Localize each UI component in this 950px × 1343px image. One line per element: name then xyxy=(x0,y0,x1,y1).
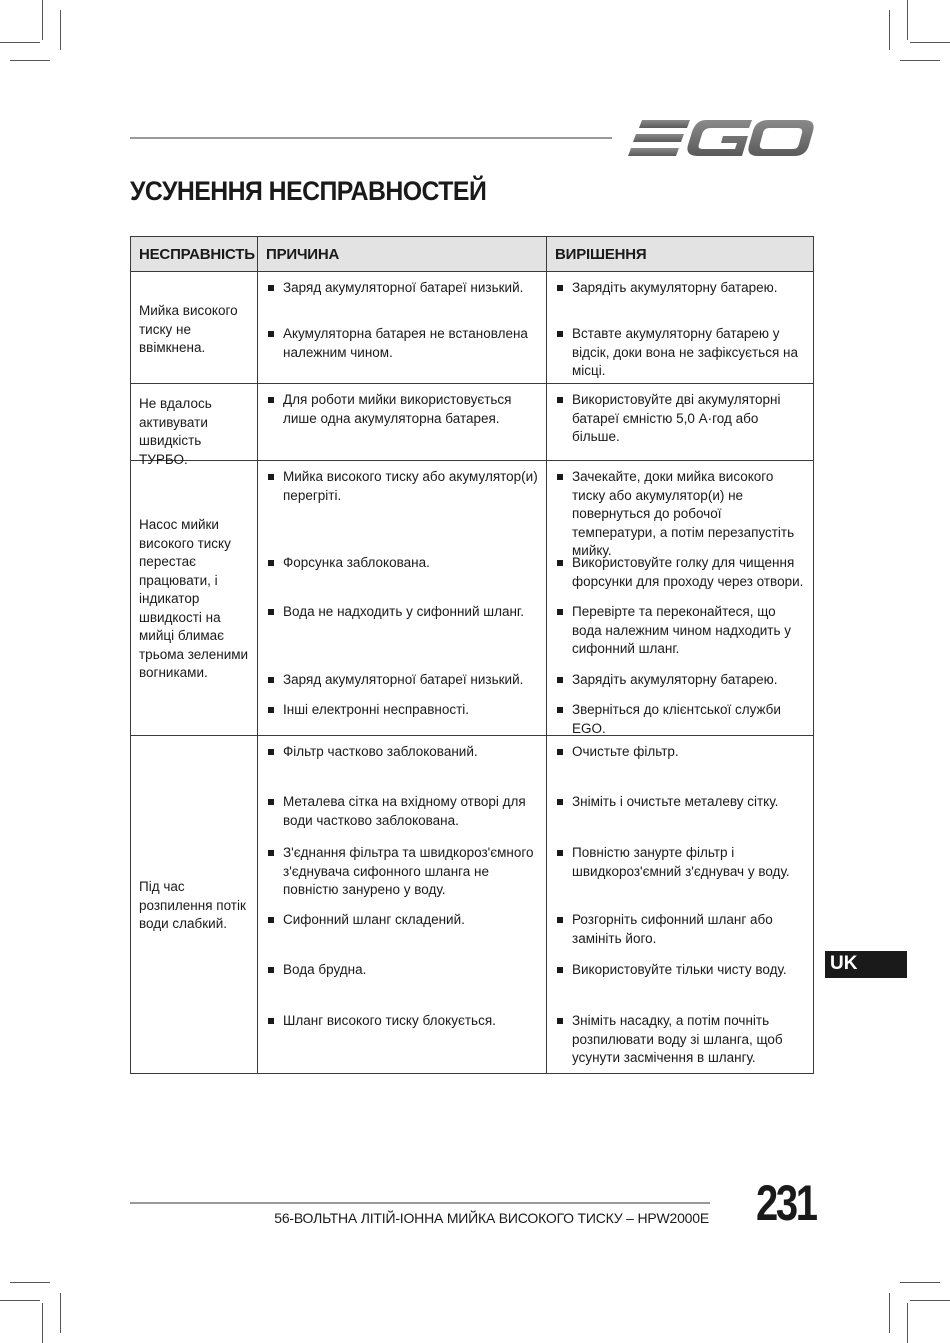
bullet-icon xyxy=(268,474,274,480)
solution-cell xyxy=(547,736,813,1073)
list-item: Мийка високого тиску або акумулятор(и) перегріті. xyxy=(268,468,538,505)
crop-mark xyxy=(907,1303,908,1343)
bullet-icon xyxy=(268,331,274,337)
crop-mark xyxy=(10,60,50,61)
list-item: Для роботи мийки використовується лише одна акумуляторна батарея. xyxy=(268,391,538,428)
troubleshooting-table xyxy=(130,236,814,1074)
list-item: Розгорніть сифонний шланг або замініть його. xyxy=(557,911,805,948)
bullet-icon xyxy=(268,967,274,973)
bullet-icon xyxy=(557,474,563,480)
table-header xyxy=(131,237,813,272)
list-item: Шланг високого тиску блокується. xyxy=(268,1012,538,1031)
list-item: Сифонний шланг складений. xyxy=(268,911,538,930)
bullet-icon xyxy=(268,850,274,856)
list-item: Використовуйте дві акумуляторні батареї ємністю 5,0 А·год або більше. xyxy=(557,391,805,447)
crop-mark xyxy=(889,1293,890,1333)
footer-rule xyxy=(130,1202,710,1204)
bullet-icon xyxy=(557,285,563,291)
list-item: Зарядіть акумуляторну батарею. xyxy=(557,671,805,690)
list-item: Зачекайте, доки мийка високого тиску або акумулятор(и) не повернуться до робочої температури, а потім перезапустіть мийку. xyxy=(557,468,805,561)
bullet-icon xyxy=(557,850,563,856)
fault-cell xyxy=(131,384,258,467)
list-item: Використовуйте тільки чисту воду. xyxy=(557,961,805,980)
cause-cell xyxy=(258,736,547,1073)
crop-mark xyxy=(907,0,908,40)
column-header-solution: ВИРІШЕННЯ xyxy=(555,246,647,263)
cause-cell xyxy=(258,461,547,735)
list-item: Фільтр частково заблокований. xyxy=(268,743,538,762)
list-item: Інші електронні несправності. xyxy=(268,701,538,720)
bullet-icon xyxy=(557,609,563,615)
column-header-cause: ПРИЧИНА xyxy=(258,237,547,271)
list-item: Металева сітка на вхідному отворі для води частково заблокована. xyxy=(268,793,538,830)
list-item: Очистьте фільтр. xyxy=(557,743,805,762)
cause-cell xyxy=(258,384,547,460)
crop-mark xyxy=(42,0,43,40)
bullet-icon xyxy=(557,917,563,923)
table-row xyxy=(131,461,813,736)
list-item: Перевірте та переконайтеся, що вода належним чином надходить у сифонний шланг. xyxy=(557,603,805,659)
bullet-icon xyxy=(557,967,563,973)
fault-cell xyxy=(131,461,258,735)
ego-logo xyxy=(628,116,814,160)
fault-text: Мийка високого тиску не ввімкнена. xyxy=(139,303,238,355)
bullet-icon xyxy=(268,749,274,755)
list-item: Заряд акумуляторної батареї низький. xyxy=(268,671,538,690)
page-number: 231 xyxy=(756,1175,816,1231)
crop-mark xyxy=(60,10,61,50)
solution-cell xyxy=(547,384,813,460)
crop-mark xyxy=(900,60,940,61)
crop-mark xyxy=(10,1282,50,1283)
solution-cell xyxy=(547,461,813,735)
list-item: Вставте акумуляторну батарею у відсік, доки вона не зафіксується на місці. xyxy=(557,325,805,381)
list-item: Зарядіть акумуляторну батарею. xyxy=(557,279,805,298)
crop-mark xyxy=(910,1300,950,1301)
footer-product-title: 56-ВОЛЬТНА ЛІТІЙ-ІОННА МИЙКА ВИСОКОГО ТИСКУ – HPW2000E xyxy=(274,1210,709,1226)
bullet-icon xyxy=(557,560,563,566)
list-item: Заряд акумуляторної батареї низький. xyxy=(268,279,538,298)
header-rule xyxy=(130,137,612,139)
crop-mark xyxy=(0,1300,40,1301)
bullet-icon xyxy=(268,1018,274,1024)
bullet-icon xyxy=(268,677,274,683)
cause-cell xyxy=(258,272,547,383)
list-item: Зніміть і очистьте металеву сітку. xyxy=(557,793,805,812)
table-row xyxy=(131,736,813,1073)
fault-text: Не вдалось активувати швидкість ТУРБО. xyxy=(139,396,212,467)
list-item: Вода брудна. xyxy=(268,961,538,980)
solution-cell xyxy=(547,272,813,383)
crop-mark xyxy=(0,42,40,43)
list-item: Зверніться до клієнтської служби EGO. xyxy=(557,701,805,738)
list-item: Вода не надходить у сифонний шланг. xyxy=(268,603,538,622)
table-row xyxy=(131,384,813,467)
list-item: Повністю занурте фільтр і швидкороз'ємний з'єднувач у воду. xyxy=(557,844,805,881)
bullet-icon xyxy=(557,799,563,805)
list-item: Зніміть насадку, а потім почніть розпилювати воду зі шланга, щоб усунути засмічення в шлангу. xyxy=(557,1012,805,1068)
crop-mark xyxy=(42,1303,43,1343)
crop-mark xyxy=(900,1282,940,1283)
bullet-icon xyxy=(557,1018,563,1024)
list-item: З'єднання фільтра та швидкороз'ємного з'єднувача сифонного шланга не повністю занурено у воду. xyxy=(268,844,538,900)
bullet-icon xyxy=(268,609,274,615)
bullet-icon xyxy=(557,331,563,337)
list-item: Акумуляторна батарея не встановлена належним чином. xyxy=(268,325,538,362)
language-tab: UK xyxy=(825,951,907,978)
bullet-icon xyxy=(268,285,274,291)
crop-mark xyxy=(60,1293,61,1333)
crop-mark xyxy=(910,42,950,43)
list-item: Форсунка заблокована. xyxy=(268,554,538,573)
fault-cell xyxy=(131,272,258,383)
bullet-icon xyxy=(557,749,563,755)
bullet-icon xyxy=(268,917,274,923)
bullet-icon xyxy=(557,707,563,713)
bullet-icon xyxy=(268,560,274,566)
table-row xyxy=(131,272,813,384)
bullet-icon xyxy=(268,799,274,805)
column-header-fault: НЕСПРАВНІСТЬ xyxy=(131,237,258,271)
bullet-icon xyxy=(557,677,563,683)
fault-text: Насос мийки високого тиску перестає працювати, і індикатор швидкості на мийці блимає трьома зеленими вогниками. xyxy=(139,517,249,680)
crop-mark xyxy=(889,10,890,50)
list-item: Використовуйте голку для чищення форсунки для проходу через отвори. xyxy=(557,554,805,591)
bullet-icon xyxy=(268,707,274,713)
fault-text: Під час розпилення потік води слабкий. xyxy=(139,879,246,931)
bullet-icon xyxy=(268,397,274,403)
fault-cell xyxy=(131,736,258,1073)
bullet-icon xyxy=(557,397,563,403)
page-title: УСУНЕННЯ НЕСПРАВНОСТЕЙ xyxy=(130,176,487,206)
